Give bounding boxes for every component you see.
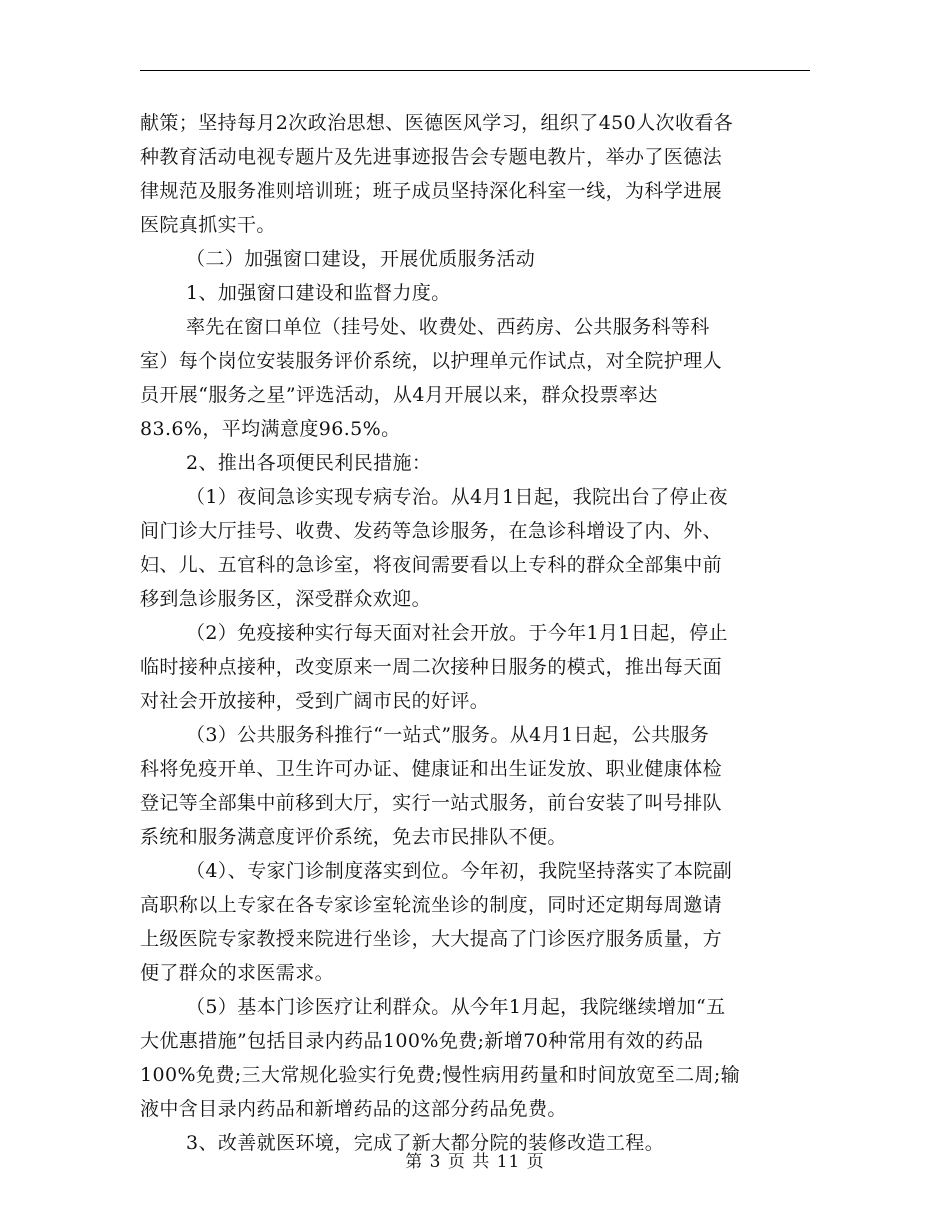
text-line: （3）公共服务科推行“一站式”服务。从4月1日起，公共服务 [186, 724, 710, 746]
text-line: （1）夜间急诊实现专病专治。从4月1日起，我院出台了停止夜 [186, 486, 728, 508]
text-line: （4）、专家门诊制度落实到位。今年初，我院坚持落实了本院副 [186, 860, 733, 882]
text-line: 大优惠措施”包括目录内药品100%免费;新增70种常用有效的药品 [140, 1030, 704, 1052]
body-text [140, 106, 820, 1160]
text-line: 83.6%，平均满意度96.5%。 [140, 418, 401, 440]
text-line: 液中含目录内药品和新增药品的这部分药品免费。 [140, 1098, 567, 1120]
subsection-heading: 1、加强窗口建设和监督力度。 [186, 282, 451, 304]
text-line: 种教育活动电视专题片及先进事迹报告会专题电教片，举办了医德法 [140, 146, 723, 168]
text-line: 临时接种点接种，改变原来一周二次接种日服务的模式，推出每天面 [140, 656, 723, 678]
header-rule [140, 70, 810, 71]
text-line: 上级医院专家教授来院进行坐诊，大大提高了门诊医疗服务质量，方 [140, 928, 723, 950]
page-number-footer: 第 3 页 共 11 页 [405, 1152, 545, 1172]
text-line: 系统和服务满意度评价系统，免去市民排队不便。 [140, 826, 567, 848]
text-line: （2）免疫接种实行每天面对社会开放。于今年1月1日起，停止 [186, 622, 728, 644]
text-line: 移到急诊服务区，深受群众欢迎。 [140, 588, 432, 610]
section-heading: （二）加强窗口建设，开展优质服务活动 [186, 248, 536, 270]
subsection-heading: 3、改善就医环境，完成了新大都分院的装修改造工程。 [186, 1132, 665, 1154]
text-line: 律规范及服务准则培训班；班子成员坚持深化科室一线，为科学进展 [140, 180, 723, 202]
text-line: 率先在窗口单位（挂号处、收费处、西药房、公共服务科等科 [186, 316, 710, 338]
text-line: 科将免疫开单、卫生许可办证、健康证和出生证发放、职业健康体检 [140, 758, 723, 780]
text-line: （5）基本门诊医疗让利群众。从今年1月起，我院继续增加“五 [186, 996, 726, 1018]
text-line: 高职称以上专家在各专家诊室轮流坐诊的制度，同时还定期每周邀请 [140, 894, 723, 916]
text-line: 员开展“服务之星”评选活动，从4月开展以来，群众投票率达 [140, 384, 658, 406]
text-line: 室）每个岗位安装服务评价系统，以护理单元作试点，对全院护理人 [140, 350, 723, 372]
text-line: 登记等全部集中前移到大厅，实行一站式服务，前台安装了叫号排队 [140, 792, 723, 814]
text-line: 100%免费;三大常规化验实行免费;慢性病用药量和时间放宽至二周;输 [140, 1064, 741, 1086]
subsection-heading: 2、推出各项便民利民措施： [186, 452, 432, 474]
text-line: 献策；坚持每月2次政治思想、医德医风学习，组织了450人次收看各 [140, 112, 734, 134]
text-line: 便了群众的求医需求。 [140, 962, 335, 984]
text-line: 间门诊大厅挂号、收费、发药等急诊服务，在急诊科增设了内、外、 [140, 520, 723, 542]
text-line: 医院真抓实干。 [140, 214, 276, 236]
text-line: 对社会开放接种，受到广阔市民的好评。 [140, 690, 490, 712]
text-line: 妇、儿、五官科的急诊室，将夜间需要看以上专科的群众全部集中前 [140, 554, 723, 576]
